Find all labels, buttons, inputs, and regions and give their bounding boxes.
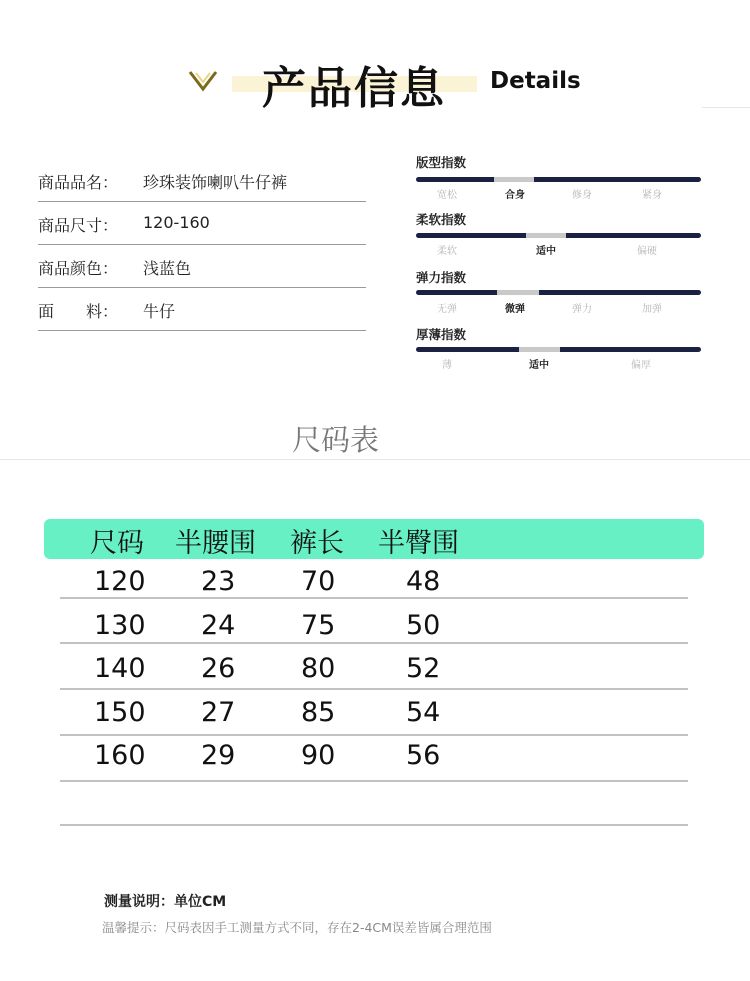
cell-size: 160 (94, 740, 146, 771)
index-selected-segment (494, 177, 534, 182)
index-option: 偏厚 (631, 360, 651, 371)
index-selected-segment (526, 233, 566, 238)
column-header-length: 裤长 (290, 528, 344, 559)
cell-waist: 23 (201, 566, 236, 597)
row-divider (60, 780, 688, 782)
index-selected-segment (497, 290, 539, 295)
index-title: 柔软指数 (416, 212, 467, 227)
info-value: 珍珠装饰喇叭牛仔裤 (143, 173, 288, 192)
info-row-size (38, 200, 366, 245)
cell-waist: 29 (201, 740, 236, 771)
cell-length: 70 (301, 566, 336, 597)
info-label: 商品颜色： (38, 259, 119, 278)
index-option-selected: 微弹 (505, 304, 525, 315)
column-header-waist: 半腰围 (175, 528, 256, 559)
cell-size: 130 (94, 610, 146, 641)
tip-note: 温馨提示：尺码表因手工测量方式不同，存在2-4CM误差皆属合理范围 (102, 920, 492, 935)
cell-waist: 26 (201, 653, 236, 684)
index-option-selected: 适中 (529, 360, 549, 371)
measurement-note: 测量说明：单位CM (104, 894, 227, 910)
cell-length: 75 (301, 610, 336, 641)
index-option: 修身 (572, 190, 592, 201)
cell-length: 80 (301, 653, 336, 684)
size-chart-title: 尺码表 (292, 423, 380, 457)
index-option-selected: 合身 (505, 190, 525, 201)
row-divider (60, 734, 688, 736)
cell-size: 140 (94, 653, 146, 684)
index-title: 厚薄指数 (416, 327, 467, 342)
index-title: 弹力指数 (416, 270, 467, 285)
index-bar (416, 233, 701, 238)
cell-waist: 27 (201, 697, 236, 728)
info-label: 商品品名： (38, 173, 119, 192)
info-value: 120-160 (143, 213, 210, 232)
info-label: 商品尺寸： (38, 216, 119, 235)
page-title-en: Details (490, 68, 581, 94)
section-divider (0, 459, 750, 460)
index-option: 宽松 (437, 190, 457, 201)
row-divider (60, 642, 688, 644)
index-bar (416, 290, 701, 295)
column-header-size: 尺码 (90, 528, 144, 559)
index-option-selected: 适中 (536, 246, 556, 257)
cell-length: 85 (301, 697, 336, 728)
index-option: 无弹 (437, 304, 457, 315)
info-value: 浅蓝色 (143, 259, 192, 278)
v-chevron-icon (188, 70, 218, 92)
index-option: 偏硬 (637, 246, 657, 257)
cell-waist: 24 (201, 610, 236, 641)
index-option: 柔软 (437, 246, 457, 257)
index-option: 薄 (442, 360, 452, 371)
index-bar (416, 347, 701, 352)
cell-size: 150 (94, 697, 146, 728)
info-row-color (38, 243, 366, 288)
info-label: 面 料： (38, 302, 119, 321)
info-value: 牛仔 (143, 302, 176, 321)
row-divider (60, 597, 688, 599)
column-header-hip: 半臀围 (378, 528, 459, 559)
cell-hip: 50 (406, 610, 441, 641)
index-option: 加弹 (642, 304, 662, 315)
cell-size: 120 (94, 566, 146, 597)
cell-hip: 52 (406, 653, 441, 684)
header-divider (702, 107, 750, 108)
index-option: 紧身 (642, 190, 662, 201)
cell-hip: 54 (406, 697, 441, 728)
page-title: 产品信息 (262, 63, 446, 114)
index-title: 版型指数 (416, 155, 467, 170)
row-divider (60, 824, 688, 826)
info-row-fabric (38, 286, 366, 331)
index-option: 弹力 (572, 304, 592, 315)
row-divider (60, 688, 688, 690)
cell-hip: 48 (406, 566, 441, 597)
cell-hip: 56 (406, 740, 441, 771)
index-selected-segment (519, 347, 560, 352)
index-bar (416, 177, 701, 182)
cell-length: 90 (301, 740, 336, 771)
info-row-name (38, 157, 366, 202)
